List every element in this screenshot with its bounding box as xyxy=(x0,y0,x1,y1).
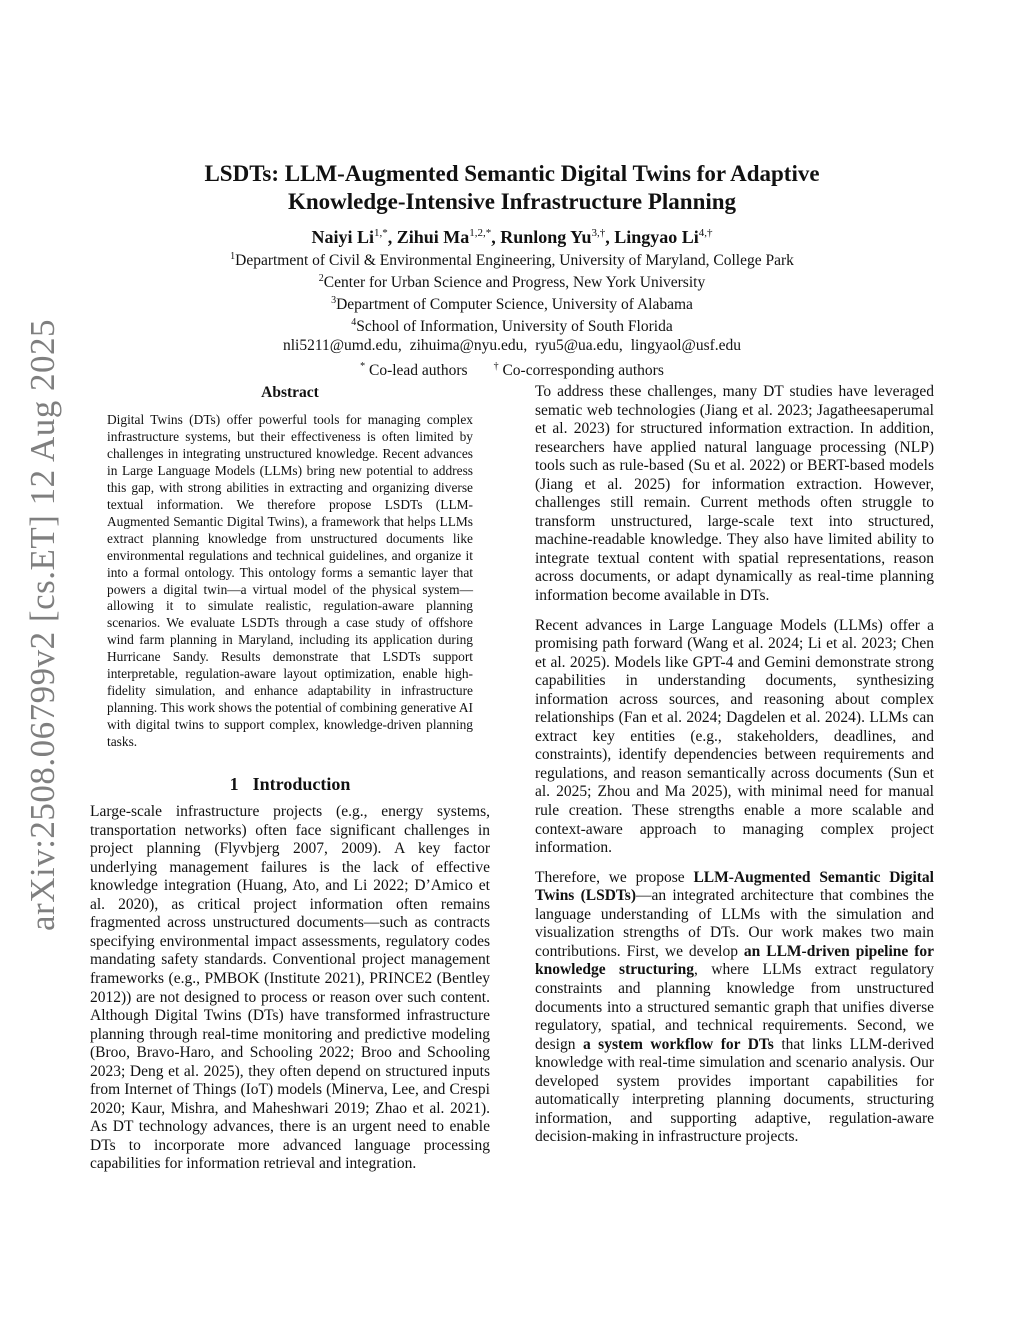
email[interactable]: ryu5@ua.edu, xyxy=(535,336,623,354)
right-column xyxy=(535,383,934,1147)
author-marks: 1,* xyxy=(373,227,388,239)
arxiv-identifier-stamp: arXiv:2508.06799v2 [cs.ET] 12 Aug 2025 xyxy=(23,319,62,931)
affiliation-text: Department of Civil & Environmental Engineering, University of Maryland, College Park xyxy=(235,252,794,270)
author-name: Zihui Ma xyxy=(396,227,470,247)
colead-mark: * xyxy=(360,360,366,372)
intro-paragraph-4 xyxy=(535,869,934,1147)
section-number: 1 xyxy=(229,774,239,795)
corresponding-note: Co-corresponding authors xyxy=(502,361,664,379)
p4-text: , where LLMs extract regulatory constraints and planning knowledge from unstructured documents into a structured semantic graph that unifies diverse regulatory, spatial, and technical requirements. Second, we design xyxy=(535,961,934,1053)
title-line-2: Knowledge-Intensive Infrastructure Planning xyxy=(287,189,737,214)
affiliation xyxy=(90,270,934,292)
abstract-text: Digital Twins (DTs) offer powerful tools for managing complex infrastructure systems, but their effectiveness is often limited by challenges in integrating unstructured knowledge. Recent advances in Large Language Models (LLMs) bring new potential to address this gap, with strong abilities in extracting and organizing diverse textual information. We therefore propose LSDTs (LLM-Augmented Semantic Digital Twins), a framework that helps LLMs extract planning knowledge from unstructured documents like environmental regulations and technical guidelines, and organize it into a formal ontology. This ontology forms a semantic layer that powers a digital twin—a virtual model of the physical system—allowing it to simulate realistic, regulation-aware planning scenarios. We evaluate LSDTs through a case study of offshore wind farm planning in Maryland, including its application during Hurricane Sandy. Results demonstrate that LSDTs support interpretable, regulation-aware layout optimization, enable high-fidelity simulation, and enhance adaptability in infrastructure planning. This work shows the potential of combining generative AI with digital twins to support complex, knowledge-driven planning tasks. xyxy=(107,412,473,750)
intro-paragraph-3: Recent advances in Large Language Models (LLMs) offer a promising path forward (Wang et al. 2024; Li et al. 2023; Chen et al. 2025). Models like GPT-4 and Gemini demonstrate strong capabilities in understanding documents, synthesizing information across sources, and reasoning about complex relationships (Fan et al. 2024; Dagdelen et al. 2024). LLMs can extract key entities (e.g., stakeholders, deadlines, and constraints), identify dependencies between requirements and regulations, and reason semantically across documents (Sun et al. 2025; Zhou and Ma 2025), with minimal need for manual rule creation. These strengths enable a more scalable and context-aware approach to managing complex project information. xyxy=(535,616,934,857)
affiliation-text: School of Information, University of South Florida xyxy=(356,318,673,336)
paper-title xyxy=(90,160,934,216)
affiliation-number: 2 xyxy=(318,273,324,285)
author-marks: 3,† xyxy=(591,227,606,239)
section-heading-introduction xyxy=(90,773,490,795)
affiliation xyxy=(90,292,934,314)
affiliation-number: 4 xyxy=(351,317,357,329)
intro-paragraph-1: Large-scale infrastructure projects (e.g., energy systems, transportation networks) often face significant challenges in project planning (Flyvbjerg 2007, 2009). A key factor underlying management failures is the lack of effective knowledge integration (Huang, Ato, and Li 2022; D’Amico et al. 2020), as critical project information often remains fragmented across unstructured documents—such as contracts specifying environmental impact assessments, regulatory codes mandating safety standards. Conventional project management frameworks (e.g., PMBOK (Institute 2021), PRINCE2 (Bentley 2012)) are not designed to process or reason over such content. Although Digital Twins (DTs) have transformed infrastructure planning through real-time monitoring and predictive modeling (Broo, Bravo-Haro, and Schooling 2022; Broo and Schooling 2023; Deng et al. 2025), they often depend on structured inputs from Internet of Things (IoT) models (Minerva, Lee, and Crespi 2020; Kaur, Mishra, and Maheshwari 2019; Zhao et al. 2021). As DT technology advances, there is an urgent need to enable DTs to incorporate more advanced language processing capabilities for information retrieval and integration. xyxy=(90,803,490,1173)
abstract-heading: Abstract xyxy=(261,384,319,401)
email[interactable]: zihuima@nyu.edu, xyxy=(409,336,528,354)
affiliation-text: Department of Computer Science, University of Alabama xyxy=(336,296,693,314)
affiliation-number: 3 xyxy=(331,295,337,307)
title-line-1: LSDTs: LLM-Augmented Semantic Digital Twins for Adaptive xyxy=(204,161,820,186)
p4-text: Therefore, we propose xyxy=(535,868,694,886)
author-name: Lingyao Li xyxy=(614,227,699,247)
affiliation-text: Center for Urban Science and Progress, New York University xyxy=(323,274,706,292)
p4-bold-lsdts: LLM-Augmented Semantic Digital Twins (LSDTs) xyxy=(535,868,934,905)
intro-paragraph-2: To address these challenges, many DT studies have leveraged sematic web technologies (Jiang et al. 2023; Jagatheesaperumal et al. 2023) for structured information extraction. In addition, researchers have applied natural language processing (NLP) tools such as rule-based (Su et al. 2022) or BERT-based models (Jiang et al. 2025) for information extraction. However, challenges still remain. Current methods often struggle to transform unstructured, large-scale text into structured, machine-readable knowledge. They also have limited ability to integrate textual content with spatial representations, reason across documents, or adapt dynamically as real-time planning information become available in DTs. xyxy=(535,383,934,605)
email[interactable]: nli5211@umd.edu, xyxy=(282,336,402,354)
abstract-section xyxy=(107,383,473,751)
p4-text: that links LLM-derived knowledge with real-time simulation and scenario analysis. Our developed system provides important capabilities for automatically interpreting planning documents, structuring information, and supporting adaptive, regulation-aware decision-making in infrastructure projects. xyxy=(535,1035,934,1146)
email[interactable]: lingyaol@usf.edu xyxy=(630,336,742,354)
author-name: Runlong Yu xyxy=(500,227,592,247)
p4-bold-workflow: a system workflow for DTs xyxy=(582,1035,774,1053)
author-emails xyxy=(90,337,934,355)
left-column xyxy=(90,383,490,1174)
author-marks: 1,2,* xyxy=(469,227,492,239)
p4-bold-pipeline: an LLM-driven pipeline for knowledge structuring xyxy=(535,942,934,979)
author-notes xyxy=(90,358,934,380)
affiliation xyxy=(90,314,934,336)
author-name: Naiyi Li xyxy=(311,227,374,247)
affiliation xyxy=(90,248,934,270)
section-title: Introduction xyxy=(252,774,351,795)
affiliation-number: 1 xyxy=(230,251,236,262)
p4-text: —an integrated architecture that combines the language understanding of LLMs with the simulation and visualization strengths of DTs. Our work makes two main contributions. First, we develop xyxy=(535,887,934,960)
author-list: Naiyi $Li^{1,*}$, Zihui $Ma^{1,2,*}$, Runlong $Yu^{3,\dagger}$, Lingyao $Li^{4,\dagger}$ xyxy=(311,227,713,247)
author-marks: 4,† xyxy=(698,227,713,239)
paper-header xyxy=(90,160,934,380)
corresponding-mark: † xyxy=(493,360,499,372)
colead-note: Co-lead authors xyxy=(368,361,468,379)
